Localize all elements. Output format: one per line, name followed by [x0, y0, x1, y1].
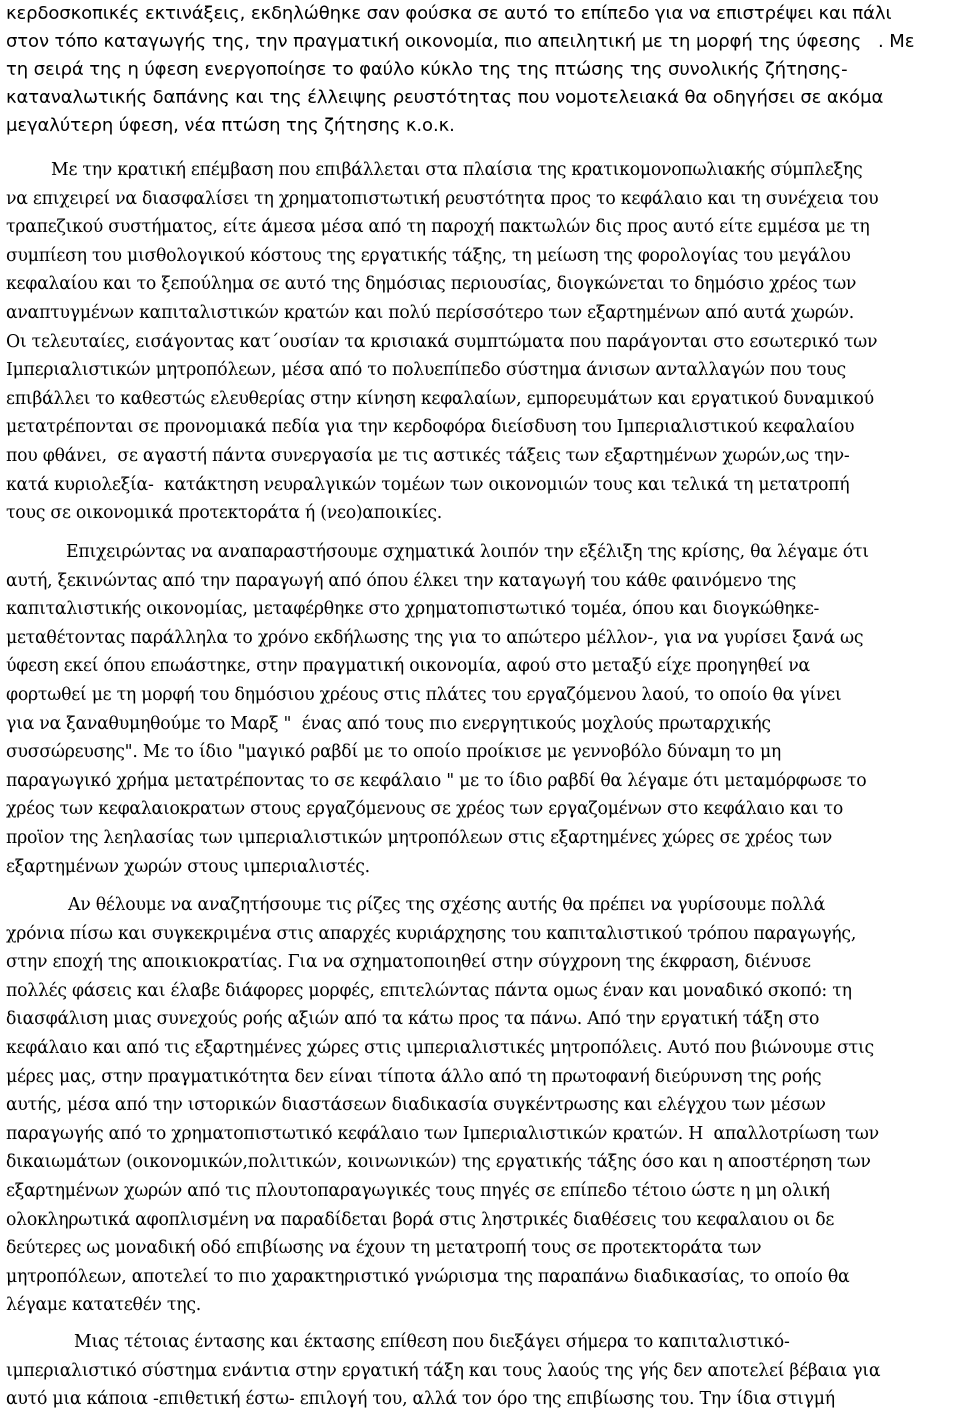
text-line: Ιμπεριαλιστικών μητροπόλεων, μέσα από το πολυεπίπεδο σύστημα άνισων ανταλλαγών που τους: [6, 360, 846, 381]
text-line: πολλές φάσεις και έλαβε διάφορες μορφές, επιτελώντας πάντα ομως έναν και μοναδικό σκοπό: τη: [6, 980, 852, 1001]
paragraph-3: [6, 538, 869, 881]
text-line: παραγωγής από το χρηματοπιστωτικό κεφάλαιο των Ιμπεριαλιστικών κρατών. Η απαλλοτρίωση των: [6, 1123, 879, 1144]
paragraph-5: [6, 1328, 880, 1414]
text-line: επιβάλλει το καθεστώς ελευθερίας στην κίνηση κεφαλαίων, εμπορευμάτων και εργατικού δυναμικού: [6, 388, 874, 409]
text-line: συσσώρευσης". Με το ίδιο "μαγικό ραβδί με το οποίο προίκισε με γεννοβόλο δύναμη το μη: [6, 742, 782, 763]
text-line: κεφάλαιο και από τις εξαρτημένες χώρες στις ιμπεριαλιστικές μητροπόλεις. Αυτό που βιώνουμε στις: [6, 1037, 874, 1058]
text-line: που φθάνει, σε αγαστή πάντα συνεργασία με τις αστικές τάξεις των εξαρτημένων χωρών,ως την-: [6, 445, 850, 466]
text-line: στον τόπο καταγωγής της, την πραγματική οικονομία, πιο απειλητική με τη μορφή της ύφεσης . Με: [6, 31, 915, 52]
text-line: εξαρτημένων χωρών από τις πλουτοπαραγωγικές τους πηγές σε επίπεδο τέτοιο ώστε η μη ολική: [6, 1180, 830, 1201]
text-line: αυτής, μέσα από την ιστορικών διαστάσεων διαδικασία συγκέντρωσης και ελέγχου των μέσων: [6, 1095, 826, 1116]
text-line: εξαρτημένων χωρών στους ιμπεριαλιστές.: [6, 856, 370, 877]
text-line: δεύτερες ως μοναδική οδό επιβίωσης να έχουν τη μετατροπή τους σε προτεκτοράτα των: [6, 1238, 762, 1259]
text-line: Μιας τέτοιας έντασης και έκτασης επίθεση που διεξάγει σήμερα το καπιταλιστικό-: [74, 1332, 790, 1352]
text-line: μεγαλύτερη ύφεση, νέα πτώση της ζήτησης κ.ο.κ.: [6, 115, 455, 136]
text-line: χρέος των κεφαλαιοκρατων στους εργαζόμενους σε χρέος των εργαζομένων στο κεφάλαιο και το: [6, 799, 843, 820]
text-line: καταναλωτικής δαπάνης και της έλλειψης ρευστότητας που νομοτελειακά θα οδηγήσει σε ακόμα: [6, 87, 884, 108]
text-line: Με την κρατική επέμβαση που επιβάλλεται στα πλαίσια της κρατικομονοπωλιακής σύμπλεξης: [51, 160, 863, 180]
text-line: να επιχειρεί να διασφαλίσει τη χρηματοπιστωτική ρευστότητα προς το κεφάλαιο και τη συνέχεια του: [6, 188, 879, 209]
text-line: μητροπόλεων, αποτελεί το πιο χαρακτηριστικό γνώρισμα της παραπάνω διαδικασίας, το οποίο θα: [6, 1266, 850, 1287]
text-line: τους σε οικονομικά προτεκτοράτα ή (νεο)αποικίες.: [6, 503, 443, 524]
paragraph-2: [6, 156, 878, 528]
text-line: ιμπεριαλιστικό σύστημα ενάντια στην εργατική τάξη και τους λαούς της γής δεν αποτελεί βέβαια για: [6, 1360, 881, 1381]
text-line: διασφάλιση μιας συνεχούς ροής αξιών από τα κάτω προς τα πάνω. Από την εργατική τάξη στο: [6, 1009, 820, 1030]
text-line: Επιχειρώντας να αναπαραστήσουμε σχηματικά λοιπόν την εξέλιξη της κρίσης, θα λέγαμε ότι: [66, 542, 869, 562]
text-line: δικαιωμάτων (οικονομικών,πολιτικών, κοινωνικών) της εργατικής τάξης όσο και η αποστέρηση των: [6, 1152, 871, 1173]
text-line: αυτή, ξεκινώντας από την παραγωγή από όπου έλκει την καταγωγή του κάθε φαινόμενο της: [6, 570, 797, 591]
text-line: προϊον της λεηλασίας των ιμπεριαλιστικών μητροπόλεων στις εξαρτημένες χώρες σε χρέος των: [6, 827, 833, 848]
text-line: μεταθέτοντας παράλληλα το χρόνο εκδήλωσης της για το απώτερο μέλλον-, για να γυρίσει ξανά ως: [6, 627, 864, 648]
text-line: λέγαμε κατατεθέν της.: [6, 1295, 201, 1316]
text-line: ολοκληρωτικά αφοπλισμένη να παραδίδεται βορά στις ληστρικές διαθέσεις του κεφαλαιου οι δε: [6, 1209, 835, 1230]
text-line: κεφαλαίου και το ξεπούλημα σε αυτό της δημόσιας περιουσίας, διογκώνεται το δημόσιο χρέος των: [6, 274, 857, 295]
text-line: φορτωθεί με τη μορφή του δημόσιου χρέους στις πλάτες του εργαζόμενου λαού, το οποίο θα γίνει: [6, 684, 842, 705]
text-line: συμπίεση του μισθολογικού κόστους της εργατικής τάξης, τη μείωση της φορολογίας του μεγάλου: [6, 245, 851, 266]
text-line: στην εποχή της αποικιοκρατίας. Για να σχηματοποιηθεί στην σύγχρονη της έκφραση, διένυσε: [6, 952, 811, 973]
text-line: καπιταλιστικής οικονομίας, μεταφέρθηκε στο χρηματοπιστωτικό τομέα, όπου και διογκώθηκε-: [6, 599, 820, 620]
text-line: μέρες μας, στην πραγματικότητα δεν είναι τίποτα άλλο από τη πρωτοφανή διεύρυνση της ροής: [6, 1066, 822, 1087]
text-line: χρόνια πίσω και συγκεκριμένα στις απαρχές κυριάρχησης του καπιταλιστικού τρόπου παραγωγής,: [6, 923, 857, 944]
text-line: τραπεζικού συστήματος, είτε άμεσα μέσα από τη παροχή πακτωλών δις προς αυτό είτε εμμέσα με τη: [6, 217, 870, 238]
text-line: Οι τελευταίες, εισάγοντας κατ΄ουσίαν τα κρισιακά συμπτώματα που παράγονται στο εσωτερικό των: [6, 331, 878, 352]
text-line: κερδοσκοπικές εκτινάξεις, εκδηλώθηκε σαν φούσκα σε αυτό το επίπεδο για να επιστρέψει και πάλι: [6, 3, 892, 24]
text-line: Αν θέλουμε να αναζητήσουμε τις ρίζες της σχέσης αυτής θα πρέπει να γυρίσουμε πολλά: [68, 895, 826, 915]
paragraph-1: [6, 0, 914, 140]
text-line: κατά κυριολεξία- κατάκτηση νευραλγικών τομέων των οικονομιών τους και τελικά τη μετατροπή: [6, 474, 850, 495]
text-line: αναπτυγμένων καπιταλιστικών κρατών και πολύ περίσσότερο των εξαρτημένων από αυτά χωρών.: [6, 302, 855, 323]
paragraph-4: [6, 891, 879, 1320]
text-line: παραγωγικό χρήμα μετατρέποντας το σε κεφάλαιο " με το ίδιο ραβδί θα λέγαμε ότι μεταμόρφωσε το: [6, 770, 867, 791]
text-line: μετατρέπονται σε προνομιακά πεδία για την κερδοφόρα διείσδυση του Ιμπεριαλιστικού κεφαλαίου: [6, 417, 855, 438]
text-line: για να ξαναθυμηθούμε το Μαρξ " ένας από τους πιο ενεργητικούς μοχλούς πρωταρχικής: [6, 713, 771, 734]
text-line: αυτό μια κάποια -επιθετική έστω- επιλογή του, αλλά τον όρο της επιβίωσης του. Την ίδια στιγμή: [6, 1389, 835, 1410]
text-line: ύφεση εκεί όπου επωάστηκε, στην πραγματική οικονομία, αφού στο μεταξύ είχε προηγηθεί να: [6, 656, 810, 677]
text-line: τη σειρά της η ύφεση ενεργοποίησε το φαύλο κύκλο της της πτώσης της συνολικής ζήτησης-: [6, 59, 848, 80]
